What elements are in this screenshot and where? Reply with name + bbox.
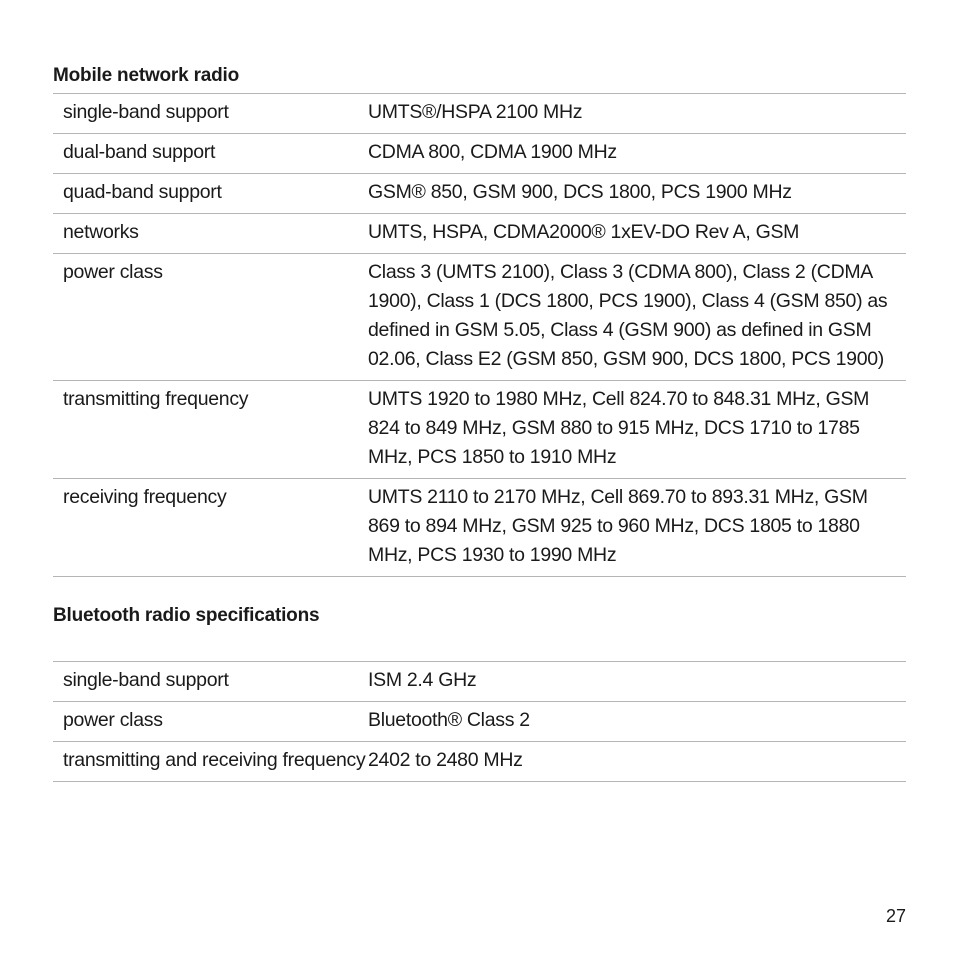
table-row xyxy=(53,134,906,174)
spec-label: power class xyxy=(53,254,368,381)
table-row xyxy=(53,702,906,742)
spec-label: transmitting and receiving frequency xyxy=(53,742,368,782)
table-row xyxy=(53,94,906,134)
spec-label: power class xyxy=(53,702,368,742)
spec-value: UMTS 1920 to 1980 MHz, Cell 824.70 to 848.31 MHz, GSM 824 to 849 MHz, GSM 880 to 915 MHz, DCS 1710 to 1785 MHz, PCS 1850 to 1910 MHz xyxy=(368,381,906,479)
spec-value: UMTS, HSPA, CDMA2000® 1xEV-DO Rev A, GSM xyxy=(368,214,906,254)
spec-label: quad-band support xyxy=(53,174,368,214)
spec-value: CDMA 800, CDMA 1900 MHz xyxy=(368,134,906,174)
table-row xyxy=(53,742,906,782)
spec-label: networks xyxy=(53,214,368,254)
spec-value: Bluetooth® Class 2 xyxy=(368,702,906,742)
spec-value: 2402 to 2480 MHz xyxy=(368,742,906,782)
spec-label: single-band support xyxy=(53,662,368,702)
table-row xyxy=(53,214,906,254)
bluetooth-spec-table xyxy=(53,661,906,782)
section-heading-bluetooth-radio-specifications: Bluetooth radio specifications xyxy=(53,605,320,626)
spec-value: UMTS 2110 to 2170 MHz, Cell 869.70 to 893.31 MHz, GSM 869 to 894 MHz, GSM 925 to 960 MHz, DCS 1805 to 1880 MHz, PCS 1930 to 1990 MHz xyxy=(368,479,906,577)
page-number: 27 xyxy=(885,906,906,926)
table-row xyxy=(53,254,906,381)
spec-value: Class 3 (UMTS 2100), Class 3 (CDMA 800), Class 2 (CDMA 1900), Class 1 (DCS 1800, PCS 1900), Class 4 (GSM 850) as defined in GSM 5.05, Class 4 (GSM 900) as defined in GSM 02.06, Class E2 (GSM 850, GSM 900, DCS 1800, PCS 1900) xyxy=(368,254,906,381)
spec-value: ISM 2.4 GHz xyxy=(368,662,906,702)
section-heading-mobile-network-radio: Mobile network radio xyxy=(53,65,240,86)
spec-label: single-band support xyxy=(53,94,368,134)
spec-label: receiving frequency xyxy=(53,479,368,577)
spec-label: transmitting frequency xyxy=(53,381,368,479)
spec-value: GSM® 850, GSM 900, DCS 1800, PCS 1900 MHz xyxy=(368,174,906,214)
table-row xyxy=(53,174,906,214)
spec-value: UMTS®/HSPA 2100 MHz xyxy=(368,94,906,134)
table-row xyxy=(53,662,906,702)
table-row xyxy=(53,479,906,577)
mobile-network-spec-table xyxy=(53,93,906,577)
table-row xyxy=(53,381,906,479)
spec-label: dual-band support xyxy=(53,134,368,174)
